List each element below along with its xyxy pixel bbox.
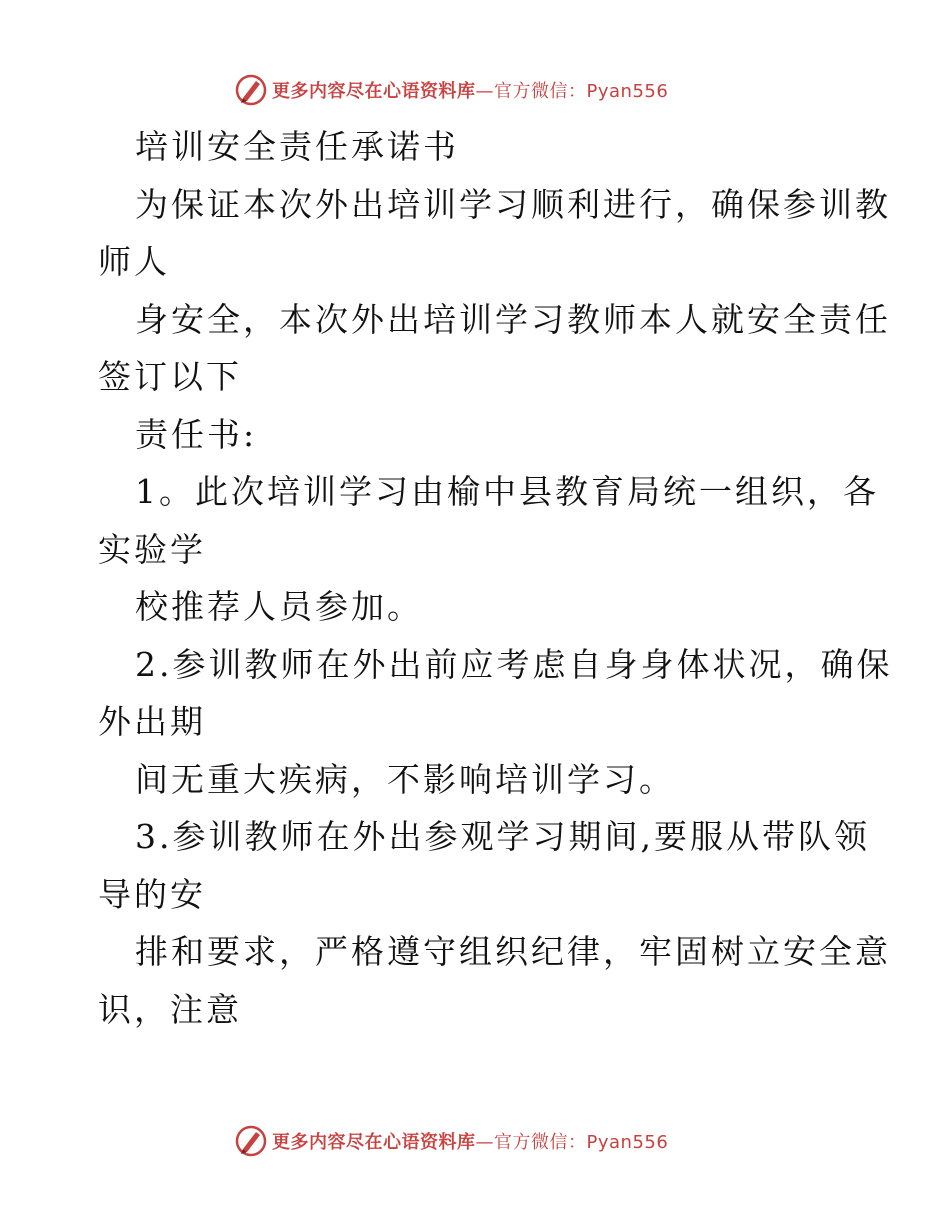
footer-banner-dash: —: [475, 1132, 494, 1153]
paragraph-line: 实验学: [98, 529, 206, 569]
footer-watermark-banner: [234, 1123, 668, 1159]
paragraph-line: 校推荐人员参加。: [135, 587, 423, 626]
document-body: [98, 118, 893, 1038]
paragraph-line: 责任书:: [135, 414, 258, 454]
paragraph-line: 1。此次培训学习由榆中县教育局统一组织，各: [135, 472, 879, 511]
footer-banner-lead: 更多内容尽在心语资料库: [272, 1132, 476, 1153]
paragraph-line: 外出期: [98, 702, 206, 741]
document-title: 培训安全责任承诺书: [135, 127, 459, 166]
paragraph-line: 为保证本次外出培训学习顺利进行，确保参训教: [135, 184, 891, 224]
paragraph-line: 师人: [98, 242, 170, 281]
footer-banner-wechat: 官方微信：Pyan556: [494, 1132, 669, 1153]
paragraph-line: 间无重大疾病，不影响培训学习。: [135, 759, 675, 799]
footer-banner-text: [272, 1128, 668, 1154]
paragraph-line: 识，注意: [98, 989, 242, 1029]
header-banner-text: [272, 77, 668, 103]
pen-logo-icon: [234, 1124, 268, 1158]
paragraph-line: 导的安: [98, 874, 206, 914]
paragraph-line: 身安全，本次外出培训学习教师本人就安全责任: [135, 299, 891, 339]
paragraph-line: 签订以下: [98, 357, 242, 396]
paragraph-line: 3.参训教师在外出参观学习期间,要服从带队领: [135, 817, 870, 856]
paragraph-line: 排和要求，严格遵守组织纪律，牢固树立安全意: [135, 932, 891, 971]
header-banner-lead: 更多内容尽在心语资料库: [272, 81, 476, 102]
paragraph-line: 2.参训教师在外出前应考虑自身身体状况，确保: [135, 644, 893, 684]
header-banner-dash: —: [475, 81, 494, 102]
header-banner-wechat: 官方微信：Pyan556: [494, 81, 669, 102]
pen-logo-icon: [234, 73, 268, 107]
header-watermark-banner: [234, 72, 668, 108]
